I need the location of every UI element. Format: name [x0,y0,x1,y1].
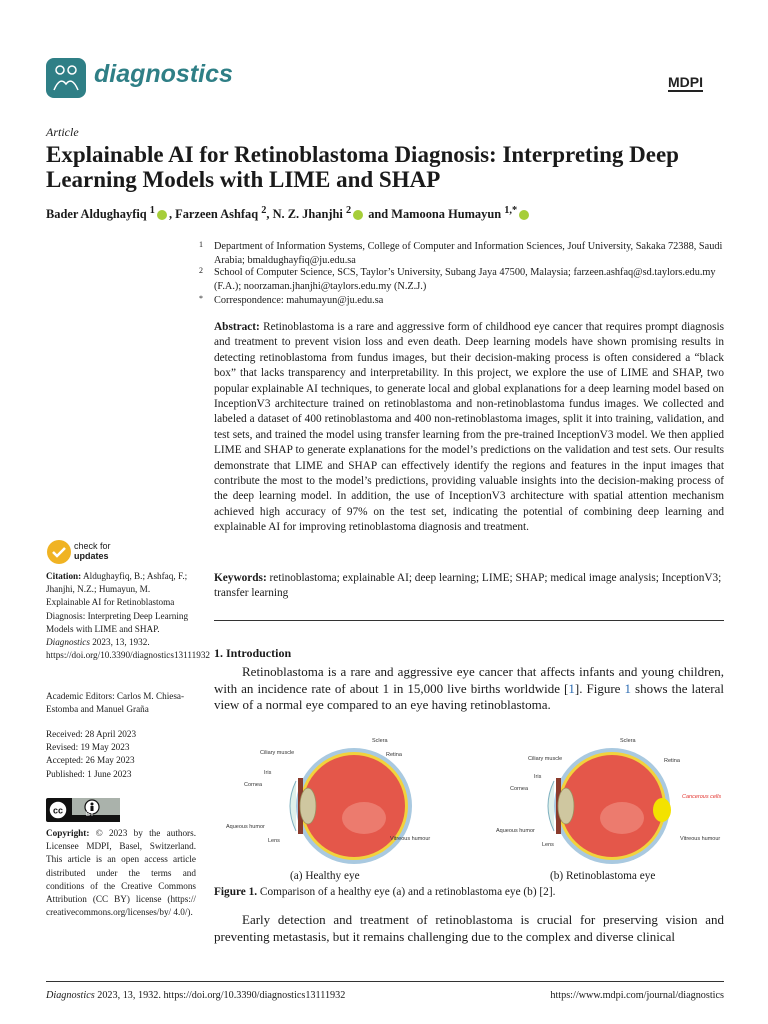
orcid-icon[interactable] [157,210,167,220]
label-vitreous: Vitreous humour [390,836,431,842]
keywords-label: Keywords: [214,572,267,584]
label-retina: Retina [664,758,680,764]
footer-journal-url[interactable]: https://www.mdpi.com/journal/diagnostics [550,990,724,1001]
dates [46,728,196,781]
abstract-label: Abstract: [214,321,260,333]
keywords-text: retinoblastoma; explainable AI; deep learning; LIME; SHAP; medical image analysis; InceptionV3; transfer learning [214,572,722,600]
orcid-icon[interactable] [519,210,529,220]
citation-text: Aldughayfiq, B.; Ashfaq, F.; Jhanjhi, N.Z.; Humayun, M. Explainable AI for Retinoblastoma Diagnosis: Interpreting Deep Learning Models with LIME and SHAP. [46,571,189,634]
footer-citation [46,990,345,1001]
label-ciliary: Ciliary muscle [528,756,563,762]
published-date: Published: 1 June 2023 [46,768,132,779]
divider [214,620,724,621]
figure-caption-text: Comparison of a healthy eye (a) and a retinoblastoma eye (b) [2]. [259,886,556,898]
tumor-shape [653,798,671,822]
check-updates-line1: check for [74,541,111,551]
label-lens: Lens [268,838,280,844]
cc-label: BY [86,812,95,818]
author-name: N. Z. Jhanjhi [272,207,343,222]
article-title: Explainable AI for Retinoblastoma Diagnosis: Interpreting Deep Learning Models with LIME and SHAP [46,142,679,192]
citation-block [46,570,211,662]
author-affiliation-mark: 2 [261,205,267,216]
affiliation-number: 1 [199,240,203,249]
author-affiliation-mark: 1,* [504,205,518,216]
label-lens: Lens [542,842,554,848]
author-name: Farzeen Ashfaq [175,207,259,222]
reference-link[interactable]: 1 [568,680,575,696]
article-type: Article [46,125,79,139]
subcaption-a: (a) Healthy eye [290,870,360,882]
label-aqueous: Aqueous humor [496,828,535,834]
check-updates-line2: updates [74,551,109,561]
intro-paragraph [214,664,724,714]
affiliation-text: School of Computer Science, SCS, Taylor’s University, Subang Jaya 47500, Malaysia; farzeen.ashfaq@sd.taylors.edu.my (F.A.); noorzaman.jhanjhi@taylors.edu.my (N.Z.J.) [214,267,716,292]
check-for-updates-button[interactable] [46,539,141,567]
citation-journal: Diagnostics [46,637,90,648]
paragraph-text: shows the lateral view of a normal eye compared to an eye having retinoblastoma. [214,680,724,712]
check-updates-icon [46,539,72,565]
figure-retinoblastoma-eye [492,726,722,866]
abstract-text: Retinoblastoma is a rare and aggressive form of childhood eye cancer that requires prompt diagnosis and treatment to prevent vision loss and even death. Deep learning models have shown promising results in detecting retinoblastoma from fundus images, but their decision-making process is often considered a “black box” that lacks transparency and interpretability. In this project, we explore the use of LIME and SHAP, two popular explainable AI techniques, to generate local and global explanations for a deep learning model based on InceptionV3 architecture trained on retinoblastoma and non-retinoblastoma fundus images. We collected and labeled a dataset of 400 retinoblastoma and 400 non-retinoblastoma images, split it into training, validation, and test sets, and trained the model using transfer learning from the pre-trained InceptionV3 model. We then applied LIME and SHAP to generate explanations for the model’s predictions on the validation and test sets. Our results demonstrate that LIME and SHAP can effectively identify the regions and features in the input images that contribute the most to the model’s predictions, providing valuable insights into the decision-making process of the deep learning model. In addition, the use of InceptionV3 architecture with spatial attention mechanism achieved high accuracy of 97% on the test set, indicating the potential of combining deep learning and explainable AI for improving retinoblastoma diagnosis and treatment. [214,321,725,534]
copyright [46,827,196,919]
copyright-text: © 2023 by the authors. Licensee MDPI, Basel, Switzerland. This article is an open access article distributed under the terms and conditions of the Creative Commons Attribution (CC BY) license (https:// creativecommons.org/licenses/by/ 4.0/). [46,828,196,918]
affiliation-number: 2 [199,266,203,275]
author-affiliation-mark: 2 [345,205,352,216]
correspondence-text: Correspondence: mahumayun@ju.edu.sa [214,295,384,306]
label-iris: Iris [264,770,272,776]
abstract [214,320,724,536]
label-cornea: Cornea [244,782,263,788]
paragraph-text: Retinoblastoma is a rare and aggressive eye cancer that affects infants and young children, with an incidence rate of about 1 in 15,000 live births worldwide [ [214,664,724,696]
keywords [214,571,724,602]
label-ciliary: Ciliary muscle [260,750,295,756]
academic-editors: Academic Editors: Carlos M. Chiesa-Estomba and Manuel Graña [46,691,185,715]
section-heading: 1. Introduction [214,646,292,660]
citation-label: Citation: [46,571,82,581]
revised-date: Revised: 19 May 2023 [46,742,130,753]
footer-citation-text[interactable]: 2023, 13, 1932. https://doi.org/10.3390/diagnostics13111932 [97,990,346,1001]
footer-divider [46,981,724,982]
received-date: Received: 28 April 2023 [46,729,137,739]
citation-tail: 2023, 13, 1932. https://doi.org/10.3390/diagnostics13111932 [46,637,211,661]
correspondence [199,294,724,308]
orcid-icon[interactable] [353,210,363,220]
journal-logo-icon [46,58,86,98]
author-affiliation-mark: 1 [149,205,155,216]
footer-journal: Diagnostics [46,990,95,1001]
affiliation-number: * [199,294,203,303]
cc-by-license-badge[interactable] [46,798,120,822]
label-sclera: Sclera [620,738,636,744]
author-name: Bader Aldughayfiq [46,207,147,222]
svg-text:cc: cc [52,805,64,816]
copyright-label: Copyright: [46,828,90,838]
lens-shape [300,788,316,824]
label-sclera: Sclera [372,738,388,744]
label-vitreous: Vitreous humour [680,836,721,842]
publisher-logo: MDPI [668,74,703,90]
figure-healthy-eye [214,726,444,866]
intro-paragraph-2: Early detection and treatment of retinoblastoma is crucial for preserving vision and preventing metastasis, but it remains challenging due to the complex and diverse clinical [214,912,724,944]
author-name: Mamoona Humayun [391,207,502,222]
affiliation [199,240,724,268]
figure-link[interactable]: 1 [624,680,631,696]
cc-icon [46,798,120,822]
label-cornea: Cornea [510,786,529,792]
author-list: Bader Aldughayfiq $^1$ , Farzeen Ashfaq $^2$, N. Z. Jhanjhi $^2$ and Mamoona Humayun $^{1,*}$ [46,205,531,222]
affiliation-text: Department of Information Systems, College of Computer and Information Sciences, Jouf University, Sakaka 72388, Saudi Arabia; bmaldughayfiq@ju.edu.sa [214,241,723,266]
label-aqueous: Aqueous humor [226,824,265,830]
figure-caption [214,886,724,898]
label-retina: Retina [386,752,402,758]
accepted-date: Accepted: 26 May 2023 [46,755,135,766]
figure-caption-label: Figure 1. [214,886,258,898]
label-cancer: Cancerous cells [682,794,722,800]
paragraph-text: ]. Figure [574,680,625,696]
journal-name: diagnostics [94,60,233,88]
affiliation [199,266,724,294]
label-iris: Iris [534,774,542,780]
subcaption-b: (b) Retinoblastoma eye [550,870,656,882]
